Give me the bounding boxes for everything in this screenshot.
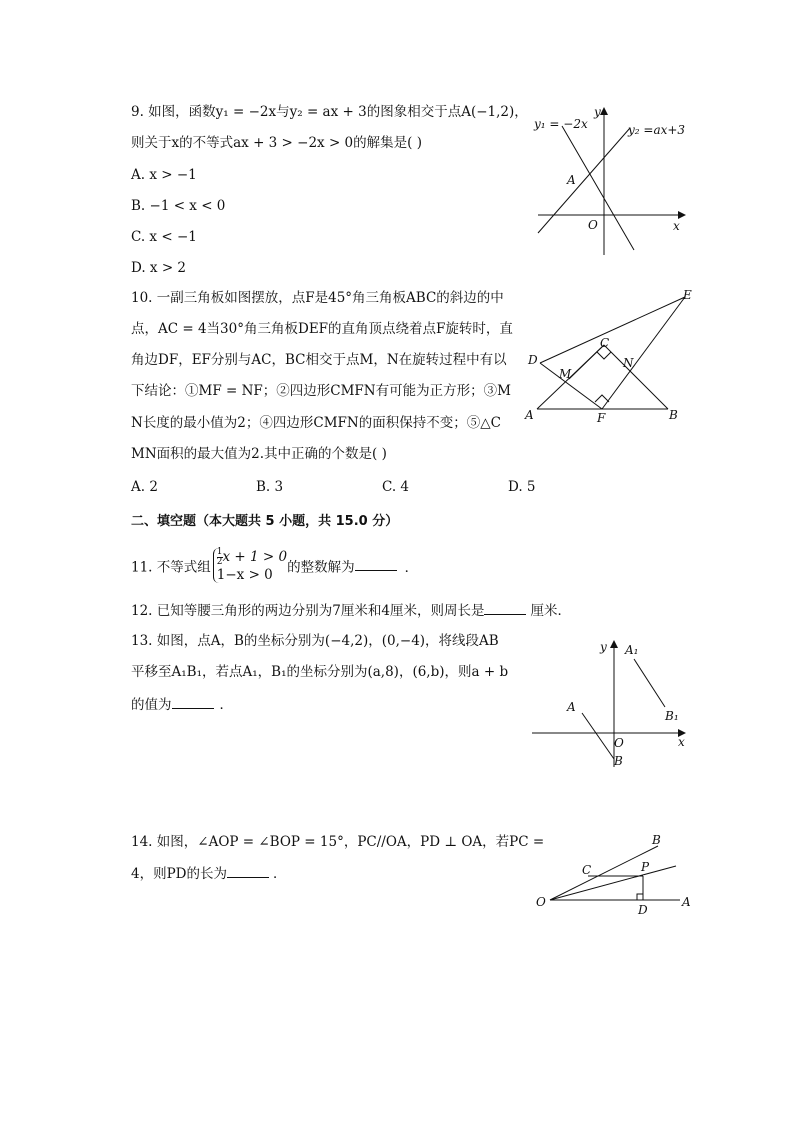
q14-end: ． [273,866,287,882]
q11-prefix: 11. 不等式组 [131,559,211,576]
q10-line4: 下结论：①MF = NF；②四边形CMFN有可能为正方形；③M [131,383,511,399]
q10-line6: MN面积的最大值为2.其中正确的个数是( ) [131,446,387,462]
q9-label-o: O [588,218,598,232]
q13-line1: 13. 如图，点A，B的坐标分别为(−4,2)，(0,−4)，将线段AB [131,633,499,649]
q14-label-c: C [582,863,592,877]
q13-label-o: O [614,736,624,750]
q13-line3: 的值为 [131,697,172,713]
q14-label-d: D [638,903,648,917]
q11-end: ． [404,559,419,576]
q12 [131,604,571,619]
q13-segment-ab [582,713,614,759]
q12-answer-blank[interactable] [484,604,526,615]
q14-label-a: A [682,895,691,909]
q13-line2: 平移至A₁B₁，若点A₁，B₁的坐标分别为(a,8)，(6,b)，则a + b [131,664,509,680]
q14-label-o: O [536,895,546,909]
q10-figure [520,285,700,430]
q13-label-b1: B₁ [665,709,679,723]
q13-label-y: y [600,640,607,654]
q10-label-m: M [559,367,572,381]
q14-figure [530,828,700,918]
q10-option-a: A. 2 [131,479,158,495]
q13-label-a1: A₁ [625,643,639,657]
q9-option-c: C. x < −1 [131,229,197,245]
q10-option-d: D. 5 [508,479,536,495]
q9-option-a: A. x > −1 [131,167,197,183]
q10-label-e: E [683,288,692,302]
q9-option-d: D. x > 2 [131,260,187,276]
q9-line-y1 [562,126,634,250]
q11-eq1-den: 2 [216,557,223,567]
q9-label-y: y [594,105,601,119]
q13-label-x: x [678,735,685,749]
q14-label-p: P [641,860,650,874]
q13-label-b: B [614,754,623,768]
q10-option-b: B. 3 [256,479,284,495]
q10-option-c: C. 4 [382,479,410,495]
section-fill-blank-heading: 二、填空题（本大题共 5 小题，共 15.0 分） [131,514,399,529]
q10-line3: 角边DF，EF分别与AC，BC相交于点M，N在旋转过程中有以 [131,352,507,368]
q10-label-d: D [528,353,538,367]
q14-line1: 14. 如图，∠AOP = ∠BOP = 15°，PC//OA，PD ⊥ OA，若PC = [131,834,545,850]
q12-text: 12. 已知等腰三角形的两边分别为7厘米和4厘米，则周长是 [131,603,485,619]
q14-label-b: B [652,833,661,847]
q14-answer-blank[interactable] [227,867,269,878]
q9-line-y2 [538,128,630,233]
q10-label-n: N [623,356,634,370]
q11-eq1: x + 1 > 0 [222,549,288,565]
q13-answer-blank[interactable] [172,698,214,709]
q9-label-x: x [673,219,680,233]
q13-figure [530,635,695,770]
q11-suffix: 的整数解为 [287,559,355,576]
q10-line1: 10. 一副三角板如图摆放，点F是45°角三角板ABC的斜边的中 [131,290,504,306]
q11-eq2: 1−x > 0 [216,567,273,583]
q13-end: ． [219,697,233,713]
q9-line1: 9. 如图，函数y₁ = −2x与y₂ = ax + 3的图象相交于点A(−1,2)， [131,104,528,120]
q9-line2: 则关于x的不等式ax + 3 > −2x > 0的解集是( ) [131,135,422,151]
q9-label-y1: y₁ = −2x [534,117,588,131]
q9-figure [530,100,695,260]
q13-segment-a1b1 [634,659,665,707]
q14-ray-op [550,866,676,900]
q14-line2: 4，则PD的长为 [131,866,227,882]
q10-line5: N长度的最小值为2；④四边形CMFN的面积保持不变；⑤△C [131,415,501,431]
q9-label-y2: y₂ =ax+3 [628,123,686,137]
q13-line3-wrap [131,698,233,713]
q11-answer-blank[interactable] [355,560,397,571]
q14-line2-wrap [131,867,287,882]
q10-label-c: C [600,336,610,350]
q10-label-a: A [525,408,534,422]
q9-option-b: B. −1 < x < 0 [131,198,226,214]
q13-label-a: A [567,700,576,714]
q10-label-b: B [669,408,678,422]
q11-eq1-num: 1 [216,547,223,557]
q11 [131,548,418,583]
q12-unit: 厘米． [530,603,571,619]
q10-line2: 点，AC = 4当30°角三角板DEF的直角顶点绕着点F旋转时，直 [131,321,513,337]
q10-label-f: F [597,411,606,425]
q9-label-a: A [567,173,576,187]
